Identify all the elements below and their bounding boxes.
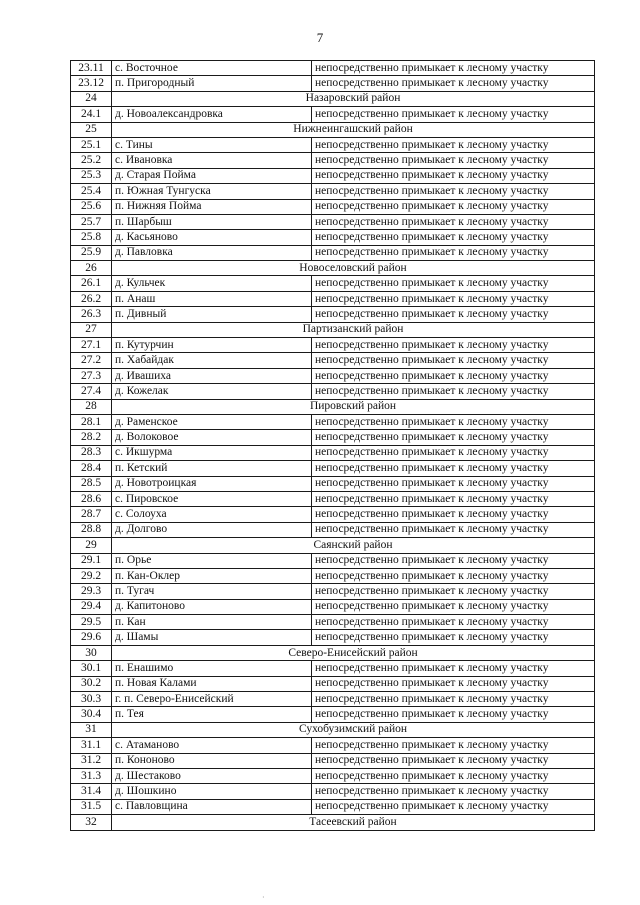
row-number: 28 bbox=[71, 399, 112, 414]
row-number: 28.1 bbox=[71, 414, 112, 429]
settlement-row bbox=[71, 615, 595, 630]
forest-adjacency-status: непосредственно примыкает к лесному участку bbox=[312, 414, 595, 429]
settlement-row bbox=[71, 61, 595, 76]
row-number: 26 bbox=[71, 261, 112, 276]
settlement-name: п. Тугач bbox=[112, 584, 312, 599]
forest-adjacency-status: непосредственно примыкает к лесному участку bbox=[312, 599, 595, 614]
settlement-name: п. Хабайдак bbox=[112, 353, 312, 368]
settlement-row bbox=[71, 707, 595, 722]
page-number: 7 bbox=[316, 30, 324, 45]
forest-adjacency-status: непосредственно примыкает к лесному участку bbox=[312, 707, 595, 722]
settlement-name: с. Пировское bbox=[112, 491, 312, 506]
forest-adjacency-status: непосредственно примыкает к лесному участку bbox=[312, 368, 595, 383]
row-number: 31.2 bbox=[71, 753, 112, 768]
settlement-row bbox=[71, 445, 595, 460]
region-header-row bbox=[71, 645, 595, 660]
settlement-name: п. Тея bbox=[112, 707, 312, 722]
settlement-row bbox=[71, 584, 595, 599]
forest-adjacency-status: непосредственно примыкает к лесному участку bbox=[312, 768, 595, 783]
settlement-name: д. Шестаково bbox=[112, 768, 312, 783]
settlement-row bbox=[71, 784, 595, 799]
settlement-name: д. Раменское bbox=[112, 414, 312, 429]
settlement-name: д. Капитоново bbox=[112, 599, 312, 614]
settlement-row bbox=[71, 291, 595, 306]
forest-adjacency-status: непосредственно примыкает к лесному участку bbox=[312, 384, 595, 399]
settlement-name: с. Павловщина bbox=[112, 799, 312, 814]
forest-adjacency-status: непосредственно примыкает к лесному участку bbox=[312, 476, 595, 491]
row-number: 29.3 bbox=[71, 584, 112, 599]
settlement-row bbox=[71, 353, 595, 368]
row-number: 23.11 bbox=[71, 61, 112, 76]
settlement-name: п. Новая Калами bbox=[112, 676, 312, 691]
forest-adjacency-status: непосредственно примыкает к лесному участку bbox=[312, 676, 595, 691]
region-header-row bbox=[71, 815, 595, 830]
row-number: 25.4 bbox=[71, 184, 112, 199]
settlement-name: д. Новоалександровка bbox=[112, 107, 312, 122]
settlement-row bbox=[71, 168, 595, 183]
settlement-row bbox=[71, 661, 595, 676]
forest-adjacency-status: непосредственно примыкает к лесному участку bbox=[312, 76, 595, 91]
row-number: 26.1 bbox=[71, 276, 112, 291]
row-number: 27.4 bbox=[71, 384, 112, 399]
row-number: 28.4 bbox=[71, 461, 112, 476]
row-number: 28.2 bbox=[71, 430, 112, 445]
settlement-row bbox=[71, 384, 595, 399]
forest-adjacency-status: непосредственно примыкает к лесному участку bbox=[312, 630, 595, 645]
forest-adjacency-status: непосредственно примыкает к лесному участку bbox=[312, 107, 595, 122]
forest-adjacency-status: непосредственно примыкает к лесному участку bbox=[312, 553, 595, 568]
settlement-row bbox=[71, 107, 595, 122]
row-number: 31.4 bbox=[71, 784, 112, 799]
region-header-row bbox=[71, 538, 595, 553]
row-number: 29 bbox=[71, 538, 112, 553]
settlement-row bbox=[71, 76, 595, 91]
row-number: 29.5 bbox=[71, 615, 112, 630]
forest-adjacency-status: непосредственно примыкает к лесному участку bbox=[312, 753, 595, 768]
row-number: 29.1 bbox=[71, 553, 112, 568]
settlement-name: д. Касьяново bbox=[112, 230, 312, 245]
settlement-name: п. Кутурчин bbox=[112, 338, 312, 353]
forest-adjacency-status: непосредственно примыкает к лесному участку bbox=[312, 784, 595, 799]
settlement-name: г. п. Северо-Енисейский bbox=[112, 692, 312, 707]
settlement-name: п. Нижняя Пойма bbox=[112, 199, 312, 214]
region-name: Партизанский район bbox=[112, 322, 595, 337]
row-number: 29.2 bbox=[71, 568, 112, 583]
settlement-row bbox=[71, 214, 595, 229]
settlement-row bbox=[71, 153, 595, 168]
settlement-row bbox=[71, 630, 595, 645]
forest-adjacency-status: непосредственно примыкает к лесному участку bbox=[312, 245, 595, 260]
row-number: 29.6 bbox=[71, 630, 112, 645]
settlement-row bbox=[71, 553, 595, 568]
region-name: Пировский район bbox=[112, 399, 595, 414]
settlement-row bbox=[71, 476, 595, 491]
row-number: 27.3 bbox=[71, 368, 112, 383]
row-number: 27 bbox=[71, 322, 112, 337]
settlement-row bbox=[71, 491, 595, 506]
region-name: Назаровский район bbox=[112, 91, 595, 106]
forest-adjacency-status: непосредственно примыкает к лесному участку bbox=[312, 199, 595, 214]
settlement-name: п. Анаш bbox=[112, 291, 312, 306]
settlement-row bbox=[71, 338, 595, 353]
settlement-name: д. Долгово bbox=[112, 522, 312, 537]
forest-adjacency-status: непосредственно примыкает к лесному участку bbox=[312, 692, 595, 707]
row-number: 28.3 bbox=[71, 445, 112, 460]
settlement-row bbox=[71, 599, 595, 614]
settlement-name: д. Шошкино bbox=[112, 784, 312, 799]
row-number: 25.9 bbox=[71, 245, 112, 260]
settlement-name: с. Ивановка bbox=[112, 153, 312, 168]
forest-adjacency-status: непосредственно примыкает к лесному участку bbox=[312, 214, 595, 229]
settlement-row bbox=[71, 430, 595, 445]
row-number: 28.5 bbox=[71, 476, 112, 491]
settlement-name: с. Солоуха bbox=[112, 507, 312, 522]
forest-adjacency-status: непосредственно примыкает к лесному участку bbox=[312, 353, 595, 368]
settlement-name: п. Кан-Оклер bbox=[112, 568, 312, 583]
region-header-row bbox=[71, 261, 595, 276]
row-number: 24.1 bbox=[71, 107, 112, 122]
row-number: 25.2 bbox=[71, 153, 112, 168]
region-header-row bbox=[71, 122, 595, 137]
forest-adjacency-status: непосредственно примыкает к лесному участку bbox=[312, 61, 595, 76]
row-number: 31.3 bbox=[71, 768, 112, 783]
row-number: 29.4 bbox=[71, 599, 112, 614]
settlement-row bbox=[71, 368, 595, 383]
settlement-name: д. Волоковое bbox=[112, 430, 312, 445]
forest-adjacency-status: непосредственно примыкает к лесному участку bbox=[312, 291, 595, 306]
settlement-row bbox=[71, 522, 595, 537]
forest-adjacency-status: непосредственно примыкает к лесному участку bbox=[312, 568, 595, 583]
row-number: 25.1 bbox=[71, 137, 112, 152]
settlement-name: п. Кононово bbox=[112, 753, 312, 768]
forest-adjacency-status: непосредственно примыкает к лесному участку bbox=[312, 153, 595, 168]
settlement-row bbox=[71, 692, 595, 707]
row-number: 30 bbox=[71, 645, 112, 660]
row-number: 31.1 bbox=[71, 738, 112, 753]
forest-adjacency-status: непосредственно примыкает к лесному участку bbox=[312, 445, 595, 460]
row-number: 23.12 bbox=[71, 76, 112, 91]
settlement-name: д. Ивашиха bbox=[112, 368, 312, 383]
forest-adjacency-status: непосредственно примыкает к лесному участку bbox=[312, 430, 595, 445]
settlement-row bbox=[71, 768, 595, 783]
row-number: 27.1 bbox=[71, 338, 112, 353]
forest-adjacency-status: непосредственно примыкает к лесному участку bbox=[312, 168, 595, 183]
settlement-row bbox=[71, 507, 595, 522]
region-name: Сухобузимский район bbox=[112, 722, 595, 737]
settlement-name: д. Кульчек bbox=[112, 276, 312, 291]
settlement-name: п. Шарбыш bbox=[112, 214, 312, 229]
settlement-name: п. Пригородный bbox=[112, 76, 312, 91]
row-number: 30.4 bbox=[71, 707, 112, 722]
region-header-row bbox=[71, 322, 595, 337]
settlement-name: с. Восточное bbox=[112, 61, 312, 76]
forest-adjacency-status: непосредственно примыкает к лесному участку bbox=[312, 491, 595, 506]
row-number: 25.8 bbox=[71, 230, 112, 245]
settlements-table bbox=[70, 60, 595, 831]
forest-adjacency-status: непосредственно примыкает к лесному участку bbox=[312, 615, 595, 630]
forest-adjacency-status: непосредственно примыкает к лесному участку bbox=[312, 338, 595, 353]
settlement-row bbox=[71, 753, 595, 768]
region-name: Саянский район bbox=[112, 538, 595, 553]
forest-adjacency-status: непосредственно примыкает к лесному участку bbox=[312, 507, 595, 522]
settlement-row bbox=[71, 461, 595, 476]
settlement-row bbox=[71, 799, 595, 814]
settlement-name: п. Кетский bbox=[112, 461, 312, 476]
settlement-name: д. Кожелак bbox=[112, 384, 312, 399]
row-number: 24 bbox=[71, 91, 112, 106]
row-number: 30.2 bbox=[71, 676, 112, 691]
settlement-row bbox=[71, 738, 595, 753]
row-number: 26.2 bbox=[71, 291, 112, 306]
settlement-row bbox=[71, 199, 595, 214]
region-header-row bbox=[71, 399, 595, 414]
row-number: 25.3 bbox=[71, 168, 112, 183]
scan-speck: · bbox=[262, 893, 265, 902]
settlement-name: п. Енашимо bbox=[112, 661, 312, 676]
settlement-name: д. Павловка bbox=[112, 245, 312, 260]
settlement-name: п. Кан bbox=[112, 615, 312, 630]
settlement-row bbox=[71, 676, 595, 691]
settlement-name: с. Тины bbox=[112, 137, 312, 152]
forest-adjacency-status: непосредственно примыкает к лесному участку bbox=[312, 461, 595, 476]
forest-adjacency-status: непосредственно примыкает к лесному участку bbox=[312, 738, 595, 753]
row-number: 26.3 bbox=[71, 307, 112, 322]
settlement-name: п. Южная Тунгуска bbox=[112, 184, 312, 199]
row-number: 32 bbox=[71, 815, 112, 830]
row-number: 25.7 bbox=[71, 214, 112, 229]
settlement-row bbox=[71, 307, 595, 322]
row-number: 30.1 bbox=[71, 661, 112, 676]
forest-adjacency-status: непосредственно примыкает к лесному участку bbox=[312, 584, 595, 599]
row-number: 28.7 bbox=[71, 507, 112, 522]
region-header-row bbox=[71, 91, 595, 106]
forest-adjacency-status: непосредственно примыкает к лесному участку bbox=[312, 276, 595, 291]
region-name: Тасеевский район bbox=[112, 815, 595, 830]
row-number: 28.8 bbox=[71, 522, 112, 537]
row-number: 30.3 bbox=[71, 692, 112, 707]
settlement-row bbox=[71, 230, 595, 245]
settlement-row bbox=[71, 245, 595, 260]
settlement-name: п. Дивный bbox=[112, 307, 312, 322]
forest-adjacency-status: непосредственно примыкает к лесному участку bbox=[312, 307, 595, 322]
row-number: 28.6 bbox=[71, 491, 112, 506]
settlement-name: д. Новотроицкая bbox=[112, 476, 312, 491]
row-number: 31 bbox=[71, 722, 112, 737]
forest-adjacency-status: непосредственно примыкает к лесному участку bbox=[312, 522, 595, 537]
settlement-row bbox=[71, 276, 595, 291]
row-number: 25 bbox=[71, 122, 112, 137]
forest-adjacency-status: непосредственно примыкает к лесному участку bbox=[312, 661, 595, 676]
settlement-name: с. Икшурма bbox=[112, 445, 312, 460]
settlement-row bbox=[71, 184, 595, 199]
settlement-row bbox=[71, 137, 595, 152]
region-name: Северо-Енисейский район bbox=[112, 645, 595, 660]
forest-adjacency-status: непосредственно примыкает к лесному участку bbox=[312, 137, 595, 152]
forest-adjacency-status: непосредственно примыкает к лесному участку bbox=[312, 799, 595, 814]
row-number: 25.6 bbox=[71, 199, 112, 214]
forest-adjacency-status: непосредственно примыкает к лесному участку bbox=[312, 230, 595, 245]
region-header-row bbox=[71, 722, 595, 737]
row-number: 31.5 bbox=[71, 799, 112, 814]
settlement-name: п. Орье bbox=[112, 553, 312, 568]
forest-adjacency-status: непосредственно примыкает к лесному участку bbox=[312, 184, 595, 199]
settlement-name: с. Атаманово bbox=[112, 738, 312, 753]
table-body bbox=[71, 61, 595, 831]
row-number: 27.2 bbox=[71, 353, 112, 368]
settlement-name: д. Шамы bbox=[112, 630, 312, 645]
region-name: Новоселовский район bbox=[112, 261, 595, 276]
settlement-row bbox=[71, 568, 595, 583]
settlement-name: д. Старая Пойма bbox=[112, 168, 312, 183]
settlement-row bbox=[71, 414, 595, 429]
region-name: Нижнеингашский район bbox=[112, 122, 595, 137]
